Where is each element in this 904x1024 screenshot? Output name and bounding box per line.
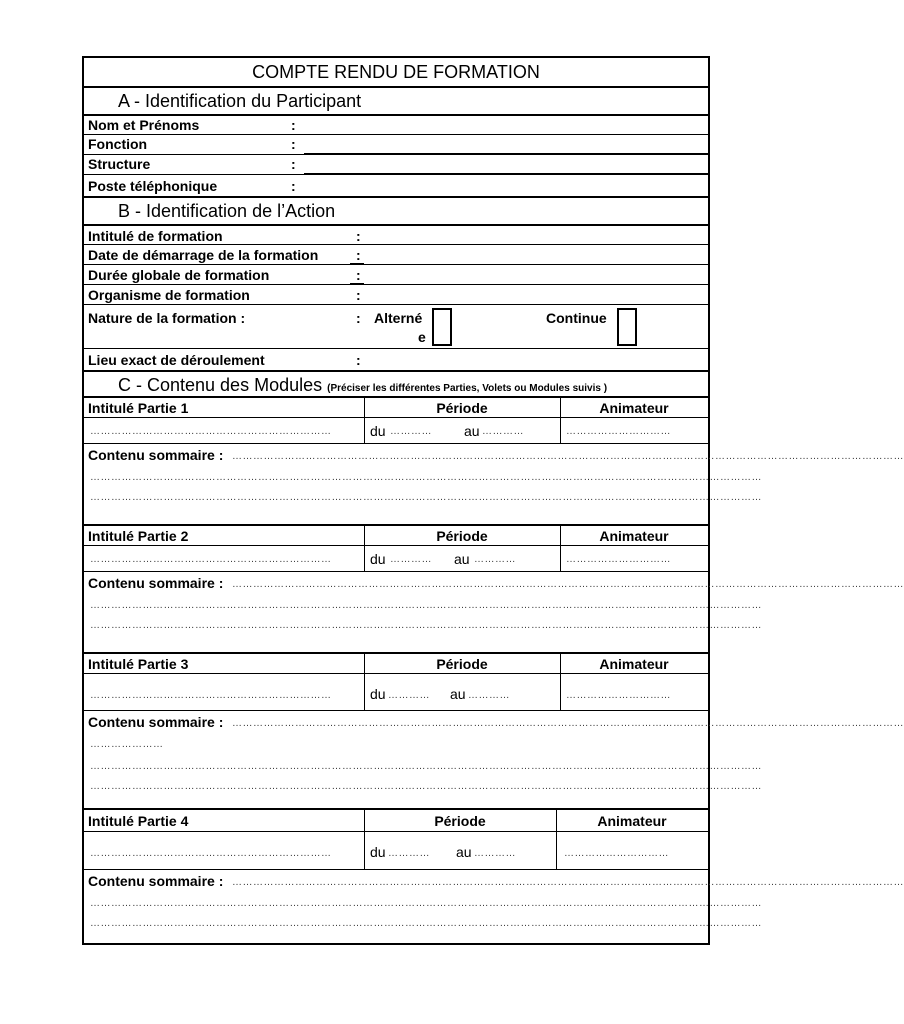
au-label: au — [450, 686, 466, 702]
section-a-heading: A - Identification du Participant — [84, 86, 708, 114]
date-from-dots[interactable]: ………… — [390, 426, 432, 437]
contenu-label: Contenu sommaire : — [88, 447, 224, 463]
form-title: COMPTE RENDU DE FORMATION — [252, 62, 540, 82]
field-label: Structure — [88, 156, 151, 172]
contenu-dots[interactable]: ………………………………………………………………………………………………………………………………………………………………………… — [90, 600, 762, 611]
part-title: Intitulé Partie 1 — [88, 400, 189, 416]
field-row-nature — [84, 304, 708, 348]
field-row-date — [84, 244, 708, 264]
part-3-header — [84, 652, 708, 673]
contenu-dots[interactable]: ………………………………………………………………………………………………………………………………………………………………………… — [232, 718, 904, 729]
field-row-organisme — [84, 284, 708, 304]
animateur-header: Animateur — [597, 813, 667, 829]
column-divider — [364, 674, 365, 710]
part-4-header — [84, 808, 708, 831]
contenu-dots[interactable]: ………………… — [90, 739, 164, 750]
field-row-lieu — [84, 348, 708, 370]
date-from-dots[interactable]: ………… — [390, 554, 432, 565]
animateur-header: Animateur — [599, 400, 669, 416]
animateur-dots[interactable]: ………………………… — [566, 690, 671, 701]
part-1-contenu — [84, 443, 904, 524]
column-divider — [364, 832, 365, 869]
part-1-values — [84, 417, 708, 443]
column-divider — [364, 546, 365, 571]
field-colon: : — [356, 228, 361, 244]
contenu-dots[interactable]: ………………………………………………………………………………………………………………………………………………………………………… — [90, 492, 762, 503]
field-row-intitule — [84, 224, 708, 244]
field-label: Intitulé de formation — [88, 228, 223, 244]
field-colon: : — [356, 287, 361, 303]
date-to-dots[interactable]: ………… — [474, 848, 516, 859]
field-label: Poste téléphonique — [88, 178, 218, 194]
part-3-contenu — [84, 710, 904, 808]
date-to-dots[interactable]: ………… — [468, 690, 510, 701]
au-label: au — [464, 423, 480, 439]
field-row-duree — [84, 264, 708, 284]
field-colon: : — [356, 247, 361, 263]
contenu-dots[interactable]: ………………………………………………………………………………………………………………………………………………………………………… — [90, 781, 762, 792]
contenu-label: Contenu sommaire : — [88, 575, 224, 591]
part-1-header — [84, 396, 708, 417]
animateur-dots[interactable]: ………………………… — [566, 554, 671, 565]
contenu-dots[interactable]: ………………………………………………………………………………………………………………………………………………………………………… — [232, 877, 904, 888]
du-label: du — [370, 844, 386, 860]
field-row-nom — [84, 114, 708, 134]
du-label: du — [370, 551, 386, 567]
title-fill-dots[interactable]: …………………………………………………………… — [90, 848, 332, 859]
date-to-dots[interactable]: ………… — [474, 554, 516, 565]
column-divider — [560, 418, 561, 443]
section-c-title: C - Contenu des Modules — [118, 375, 323, 395]
field-colon: : — [356, 310, 361, 326]
contenu-label: Contenu sommaire : — [88, 714, 224, 730]
section-c-heading — [84, 370, 708, 396]
column-divider — [364, 418, 365, 443]
field-label: Nature de la formation : — [88, 310, 246, 326]
field-colon: : — [356, 352, 361, 368]
field-colon: : — [291, 156, 296, 172]
title-fill-dots[interactable]: …………………………………………………………… — [90, 554, 332, 565]
animateur-dots[interactable]: ………………………… — [564, 848, 669, 859]
field-colon: : — [291, 136, 296, 152]
date-to-dots[interactable]: ………… — [482, 426, 524, 437]
section-b-heading: B - Identification de l’Action — [84, 196, 708, 224]
field-label: Fonction — [88, 136, 148, 152]
field-row-structure — [84, 154, 708, 174]
continue-label: Continue — [546, 310, 607, 326]
title-fill-dots[interactable]: …………………………………………………………… — [90, 426, 332, 437]
date-from-dots[interactable]: ………… — [388, 848, 430, 859]
animateur-header: Animateur — [599, 656, 669, 672]
field-label: Date de démarrage de la formation — [88, 247, 319, 263]
au-label: au — [456, 844, 472, 860]
part-4-contenu — [84, 869, 904, 945]
field-colon: : — [291, 117, 296, 133]
contenu-dots[interactable]: ………………………………………………………………………………………………………………………………………………………………………… — [90, 472, 762, 483]
animateur-dots[interactable]: ………………………… — [566, 426, 671, 437]
part-4-values — [84, 831, 708, 869]
periode-header: Période — [434, 813, 486, 829]
column-divider — [560, 674, 561, 710]
periode-header: Période — [436, 400, 488, 416]
part-2-contenu — [84, 571, 904, 652]
alterne-checkbox[interactable] — [432, 308, 452, 346]
field-label: Organisme de formation — [88, 287, 250, 303]
part-title: Intitulé Partie 4 — [88, 813, 189, 829]
alterne-label: Alterné — [374, 310, 423, 326]
part-2-values — [84, 545, 708, 571]
part-title: Intitulé Partie 3 — [88, 656, 189, 672]
title-fill-dots[interactable]: …………………………………………………………… — [90, 690, 332, 701]
part-3-values — [84, 673, 708, 710]
section-c-note: (Préciser les différentes Parties, Volets ou Modules suivis ) — [327, 383, 608, 394]
alterne-label-wrap: e — [418, 329, 426, 345]
du-label: du — [370, 686, 386, 702]
contenu-dots[interactable]: ………………………………………………………………………………………………………………………………………………………………………… — [232, 579, 904, 590]
field-row-telephone — [84, 174, 708, 196]
contenu-dots[interactable]: ………………………………………………………………………………………………………………………………………………………………………… — [90, 918, 762, 929]
continue-checkbox[interactable] — [617, 308, 637, 346]
part-title: Intitulé Partie 2 — [88, 528, 189, 544]
training-report-form — [82, 56, 904, 945]
field-row-fonction — [84, 134, 708, 154]
au-label: au — [454, 551, 470, 567]
contenu-dots[interactable]: ………………………………………………………………………………………………………………………………………………………………………… — [90, 761, 762, 772]
field-colon: : — [291, 178, 296, 194]
contenu-dots[interactable]: ………………………………………………………………………………………………………………………………………………………………………… — [90, 620, 762, 631]
periode-header: Période — [436, 656, 488, 672]
du-label: du — [370, 423, 386, 439]
animateur-header: Animateur — [599, 528, 669, 544]
field-colon: : — [356, 267, 361, 283]
date-from-dots[interactable]: ………… — [388, 690, 430, 701]
field-label: Lieu exact de déroulement — [88, 352, 265, 368]
contenu-dots[interactable]: ………………………………………………………………………………………………………………………………………………………………………… — [90, 898, 762, 909]
contenu-dots[interactable]: ………………………………………………………………………………………………………………………………………………………………………… — [232, 451, 904, 462]
field-label: Nom et Prénoms — [88, 117, 200, 133]
field-label: Durée globale de formation — [88, 267, 270, 283]
column-divider — [560, 546, 561, 571]
column-divider — [556, 832, 557, 869]
contenu-label: Contenu sommaire : — [88, 873, 224, 889]
part-2-header — [84, 524, 708, 545]
periode-header: Période — [436, 528, 488, 544]
